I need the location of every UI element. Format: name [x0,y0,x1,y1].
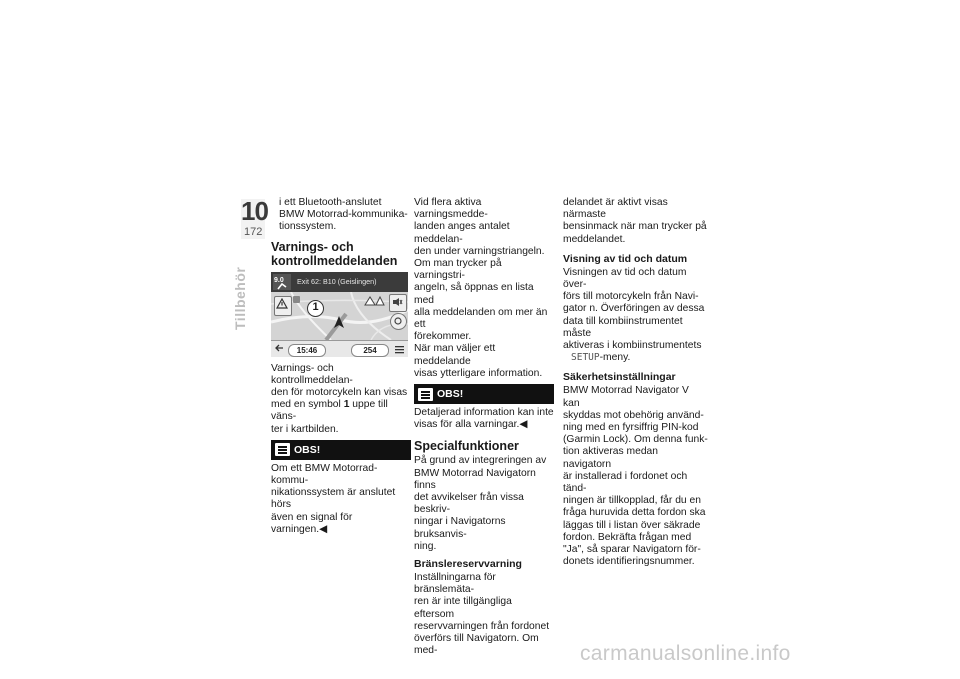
fuel-reserve-paragraph: Inställningarna för bränslemäta- ren är inte tillgängliga eftersom reservvarningen från fordonet överförs till Navigatorn. Om med- [414,572,550,657]
note-box: OBS! [414,384,554,404]
street-name: Exit 62: B10 (Geislingen) [297,276,377,286]
hazard-icon-2 [375,296,385,306]
subheading-time-date: Visning av tid och datum [563,252,688,265]
warning-count-badge [293,296,300,303]
section-heading-warnings: Varnings- och kontrollmeddelanden [271,239,398,268]
end-mark: ◀ [319,523,328,535]
navigator-map-screenshot [271,272,408,357]
time-display[interactable]: 15:46 [288,344,326,357]
security-paragraph: BMW Motorrad Navigator V kan skyddas mot obehörig använd- ning med en fyrsiffrig PIN-kod (Garmin Lock). Om denna funk- tion aktiveras medan navigatorn är installerad i fordonet och tänd- ningen är tillkopplad, får du en fråga huruvida detta fordon ska läggas till i listan över säkrade fordon. Bekräfta frågan med "Ja", så sparar Navigatorn för- donets identifieringsnummer. [563,385,708,568]
menu-icon[interactable] [394,344,405,355]
warnings-paragraph: Varnings- och kontrollmeddelan- den för motorcykeln kan visas med en symbol 1 uppe till väns- ter i kartbilden. [271,362,408,435]
turn-arrow-icon [277,282,287,290]
column-3 [563,197,708,568]
side-chapter-title: Tillbehör [232,266,248,330]
note-icon [275,443,290,456]
section-heading-special: Specialfunktioner [414,439,519,454]
chapter-number: 10 [241,196,268,226]
special-functions-paragraph: På grund av integreringen av BMW Motorrad Navigatorn finns det avvikelser från vissa beskriv- ningar i Navigatorns bruksanvis- ning. [414,455,547,552]
page-number: 172 [244,226,263,238]
zoom-icon [393,316,403,326]
subheading-fuel-reserve: Bränslereservvarning [414,558,522,571]
warning-triangle-icon [276,298,288,309]
vehicle-position-icon [334,316,344,328]
speed-value: 9.0 [274,276,284,284]
fuel-reserve-continued: delandet är aktivt visas närmaste bensinmack när man trycker på meddelandet. [563,197,707,245]
multiple-warnings-paragraph: Vid flera aktiva varningsmedde- landen anges antalet meddelan- den under varningstriangeln. Om man trycker på varningstri- angeln, så öppnas en lista med alla meddelanden om mer än ett förekommer. När man väljer ett meddelande visas ytterligare information. [414,197,548,379]
note-icon [418,388,433,401]
intro-text: i ett Bluetooth-anslutet BMW Motorrad-kommunika- tionssystem. [279,197,408,233]
back-arrow-icon[interactable] [274,343,285,354]
distance-display[interactable]: 254 [351,344,389,357]
column-1 [271,197,411,536]
watermark: carmanualsonline.info [580,642,791,665]
setup-menu-word: SETUP [571,352,600,364]
speaker-icon [392,297,403,307]
note-box: OBS! [271,440,411,460]
end-mark: ◀ [519,419,528,431]
subheading-security: Säkerhetsinställningar [563,371,676,384]
callout-number: 1 [312,300,319,313]
note-paragraph: Om ett BMW Motorrad-kommu- nikationssystem är anslutet hörs även en signal för varningen.◀ [271,462,396,535]
detail-note-paragraph: Detaljerad information kan inte visas för alla varningar.◀ [414,407,554,431]
column-2 [414,197,554,658]
time-date-paragraph: Visningen av tid och datum över- förs till motorcykeln från Navi- gator n. Överföringen av dessa data till kombiinstrumentet måste aktiveras i kombiinstrumentets SETUP-meny. [563,266,705,364]
